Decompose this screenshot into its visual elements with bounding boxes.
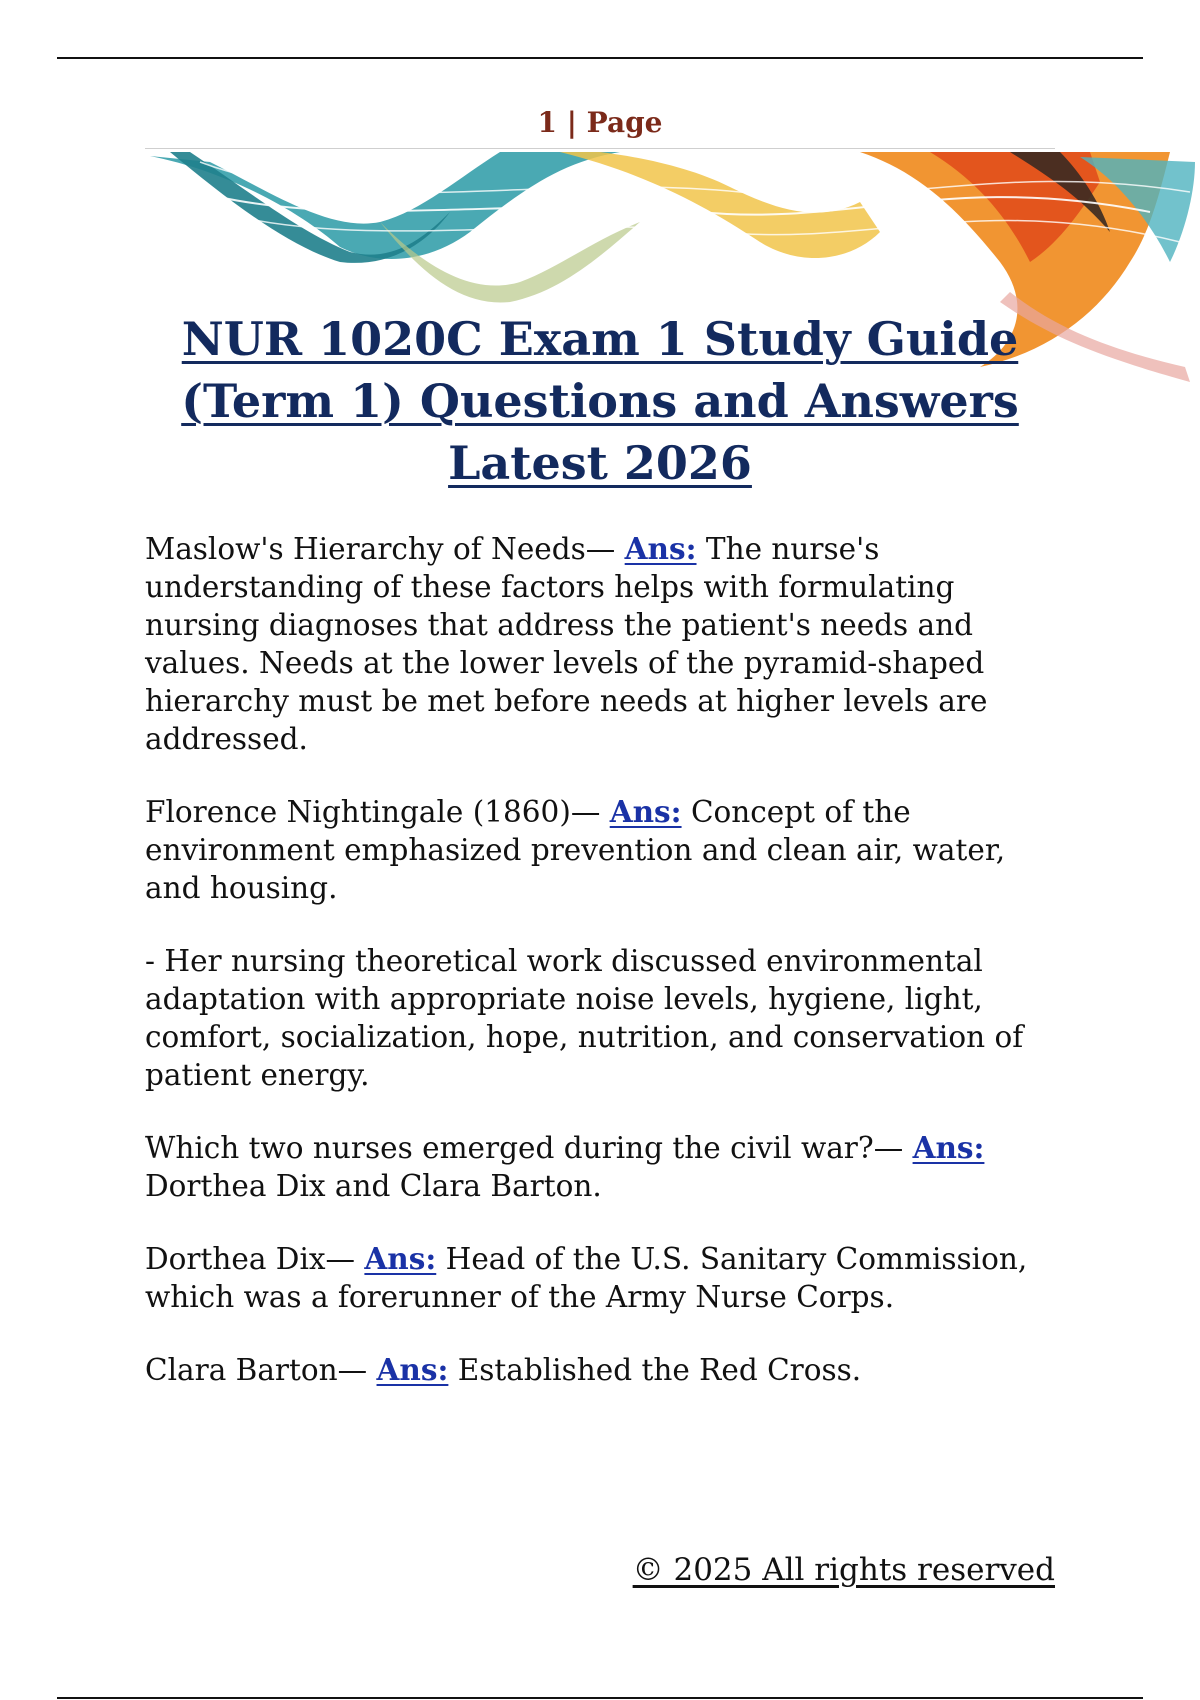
top-rule (57, 57, 1143, 59)
qa-entry (145, 530, 1055, 758)
entry-term: Clara Barton— (145, 1353, 377, 1387)
entry-answer: Head of the U.S. Sanitary Commission, which was a forerunner of the Army Nurse Corps. (145, 1242, 1028, 1314)
ans-link[interactable]: Ans: (364, 1241, 437, 1276)
title-line-2: (Term 1) Questions and Answers (181, 374, 1019, 428)
bottom-rule (57, 1697, 1143, 1699)
document-title (145, 308, 1055, 494)
page-number-label: 1 | Page (537, 106, 663, 139)
entry-term: Dorthea Dix— (145, 1242, 365, 1276)
entry-term: Which two nurses emerged during the civil war?— (145, 1131, 913, 1165)
entry-answer: Established the Red Cross. (448, 1353, 862, 1387)
qa-entry (145, 1240, 1055, 1316)
title-line-3: Latest 2026 (448, 436, 752, 490)
entry-answer: Dorthea Dix and Clara Barton. (145, 1169, 602, 1203)
header-divider (145, 148, 1055, 149)
teal-swirl-dark (170, 152, 450, 263)
teal-swirl (150, 152, 620, 259)
entry-answer: Concept of the environment emphasized prevention and clean air, water, and housing. (145, 795, 1006, 905)
qa-note: - Her nursing theoretical work discussed environmental adaptation with appropriate noise levels, hygiene, light, comfort, socialization, hope, nutrition, and conservation of patient energy. (145, 944, 1024, 1092)
ans-link[interactable]: Ans: (912, 1130, 985, 1165)
ans-link[interactable]: Ans: (609, 794, 682, 829)
ans-link[interactable]: Ans: (624, 531, 697, 566)
copyright-footer: © 2025 All rights reserved (632, 1552, 1055, 1588)
entry-term: Maslow's Hierarchy of Needs— (145, 532, 625, 566)
title-line-1: NUR 1020C Exam 1 Study Guide (181, 312, 1019, 366)
qa-entry (145, 793, 1055, 907)
entry-answer: The nurse's understanding of these factors helps with formulating nursing diagnoses that address the patient's needs and values. Needs at the lower levels of the pyramid-shaped hierarchy must be met before needs at higher levels are addressed. (145, 532, 988, 756)
qa-entry (145, 1129, 1055, 1205)
qa-content (145, 530, 1055, 1424)
ans-link[interactable]: Ans: (376, 1352, 449, 1387)
entry-term: Florence Nightingale (1860)— (145, 795, 610, 829)
qa-entry (145, 1351, 1055, 1389)
